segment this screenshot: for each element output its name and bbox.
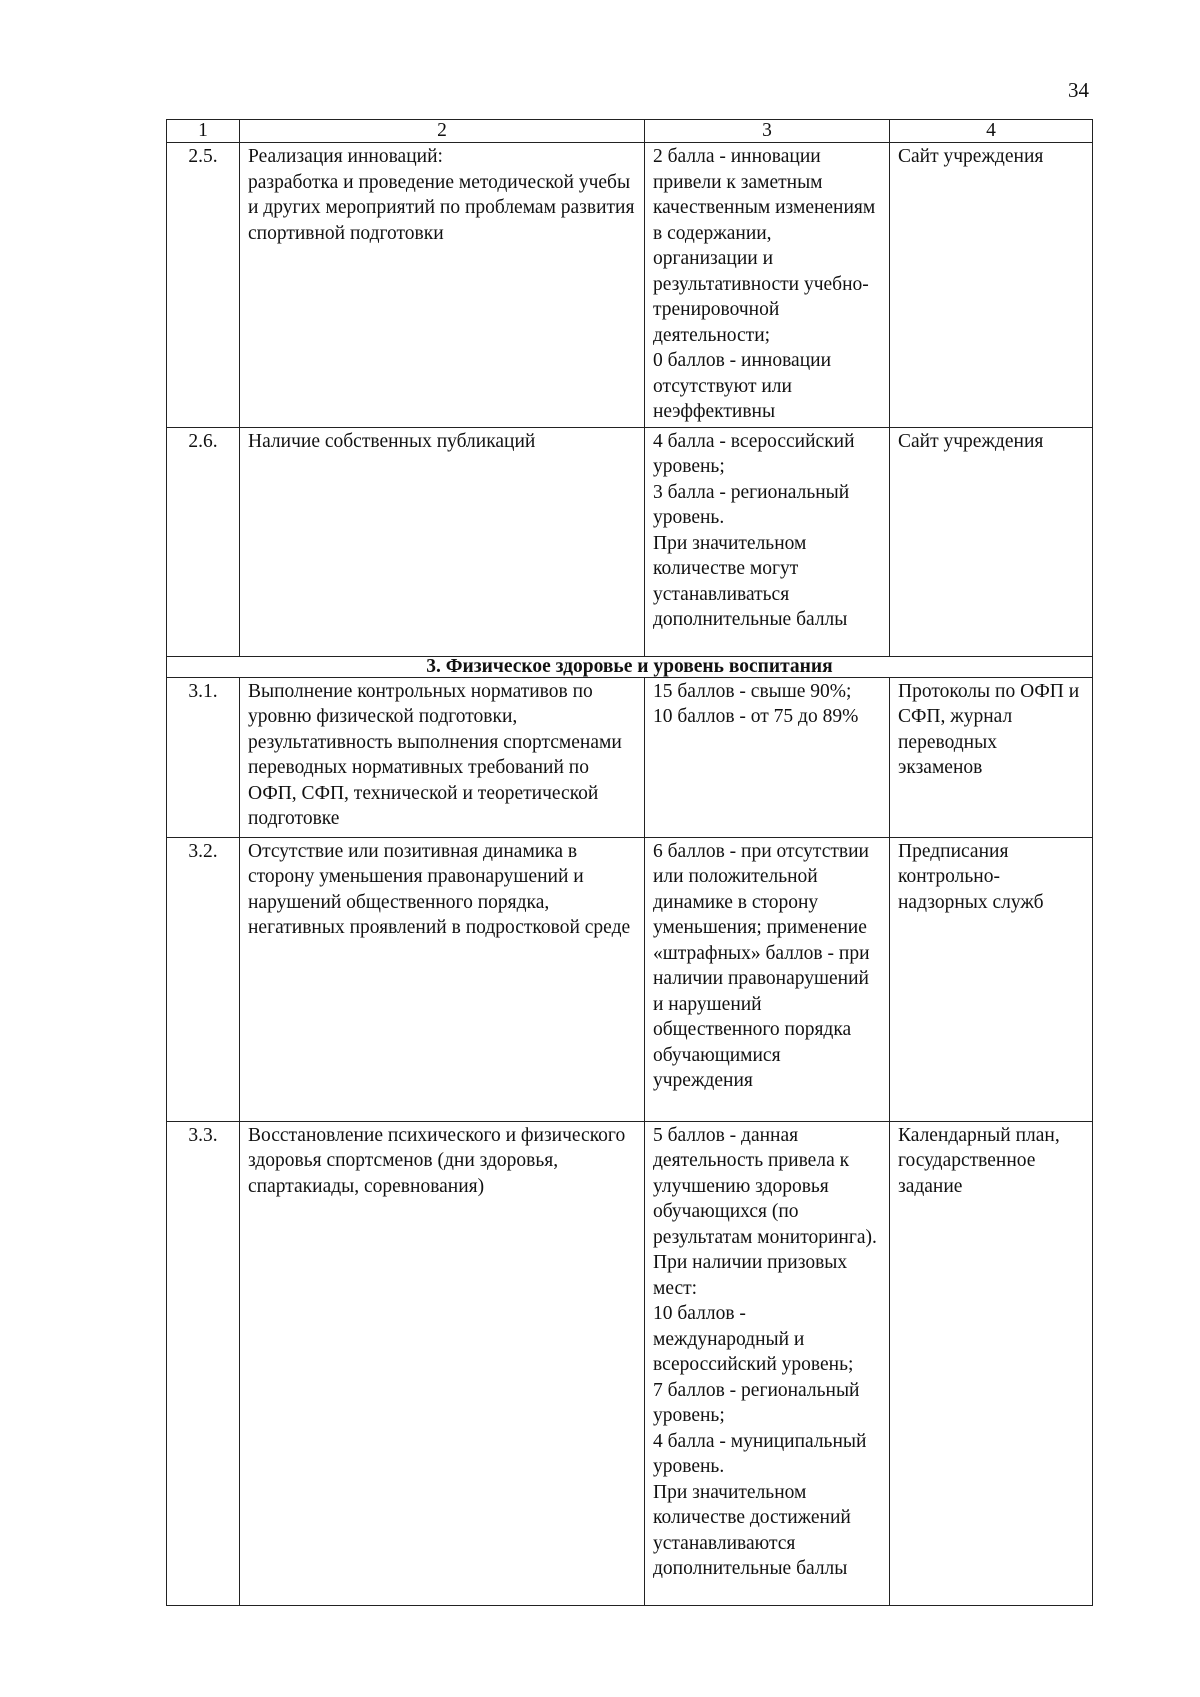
criteria-table bbox=[166, 119, 1093, 1606]
row-number: 3.3. bbox=[167, 1121, 240, 1605]
table-row bbox=[167, 677, 1093, 837]
table-row bbox=[167, 1121, 1093, 1605]
points-cell bbox=[645, 837, 890, 1121]
criterion-cell bbox=[240, 837, 645, 1121]
points-text: 15 баллов - свыше 90%; 10 баллов - от 75 до 89% bbox=[653, 680, 859, 727]
criterion-text: Отсутствие или позитивная динамика в сторону уменьшения правонарушений и нарушений общественного порядка, негативных проявлений в подростковой среде bbox=[248, 840, 631, 938]
column-number-4: 4 bbox=[890, 120, 1093, 143]
page-number: 34 bbox=[1068, 78, 1089, 102]
row-number: 2.6. bbox=[167, 427, 240, 656]
criterion-text: Реализация инноваций: разработка и проведение методической учебы и других мероприятий по проблемам развития спортивной подготовки bbox=[248, 146, 635, 244]
criterion-cell bbox=[240, 427, 645, 656]
criterion-text: Восстановление психического и физического здоровья спортсменов (дни здоровья, спартакиады, соревнования) bbox=[248, 1124, 626, 1197]
points-cell bbox=[645, 677, 890, 837]
criterion-text: Наличие собственных публикаций bbox=[248, 430, 536, 452]
points-text: 4 балла - всероссийский уровень; 3 балла - региональный уровень. При значительном количестве могут устанавливаться дополнительные баллы bbox=[653, 430, 855, 630]
source-cell: Протоколы по ОФП и СФП, журнал переводных экзаменов bbox=[890, 677, 1093, 837]
points-text: 2 балла - инновации привели к заметным качественным изменениям в содержании, организации и результативности учебно-тренировочной деятельности; 0 баллов - инновации отсутствуют или неэффективны bbox=[653, 146, 876, 422]
source-cell: Сайт учреждения bbox=[890, 143, 1093, 428]
row-number: 3.2. bbox=[167, 837, 240, 1121]
criterion-cell bbox=[240, 143, 645, 428]
column-number-1: 1 bbox=[167, 120, 240, 143]
section-header-row bbox=[167, 656, 1093, 677]
criterion-cell bbox=[240, 1121, 645, 1605]
source-cell: Сайт учреждения bbox=[890, 427, 1093, 656]
source-cell: Календарный план, государственное задание bbox=[890, 1121, 1093, 1605]
criterion-cell bbox=[240, 677, 645, 837]
row-number: 3.1. bbox=[167, 677, 240, 837]
column-number-3: 3 bbox=[645, 120, 890, 143]
criterion-text: Выполнение контрольных нормативов по уровню физической подготовки, результативность выполнения спортсменами переводных нормативных требований по ОФП, СФП, технической и теоретической подготовке bbox=[248, 680, 622, 829]
table-row bbox=[167, 427, 1093, 656]
source-cell: Предписания контрольно-надзорных служб bbox=[890, 837, 1093, 1121]
table-row bbox=[167, 143, 1093, 428]
points-cell bbox=[645, 427, 890, 656]
points-text: 6 баллов - при отсутствии или положительной динамике в сторону уменьшения; применение «штрафных» баллов - при наличии правонарушений и нарушений общественного порядка обучающимися учреждения bbox=[653, 840, 870, 1091]
table-row bbox=[167, 837, 1093, 1121]
section-title: 3. Физическое здоровье и уровень воспитания bbox=[167, 656, 1093, 677]
points-cell bbox=[645, 143, 890, 428]
row-number: 2.5. bbox=[167, 143, 240, 428]
points-text: 5 баллов - данная деятельность привела к улучшению здоровья обучающихся (по результатам мониторинга). При наличии призовых мест: 10 баллов - международный и всероссийский уровень; 7 баллов - региональный уровень; 4 балла - муниципальный уровень. При значительном количестве достижений устанавливаются дополнительные баллы bbox=[653, 1124, 877, 1579]
column-number-2: 2 bbox=[240, 120, 645, 143]
column-number-row bbox=[167, 120, 1093, 143]
points-cell bbox=[645, 1121, 890, 1605]
